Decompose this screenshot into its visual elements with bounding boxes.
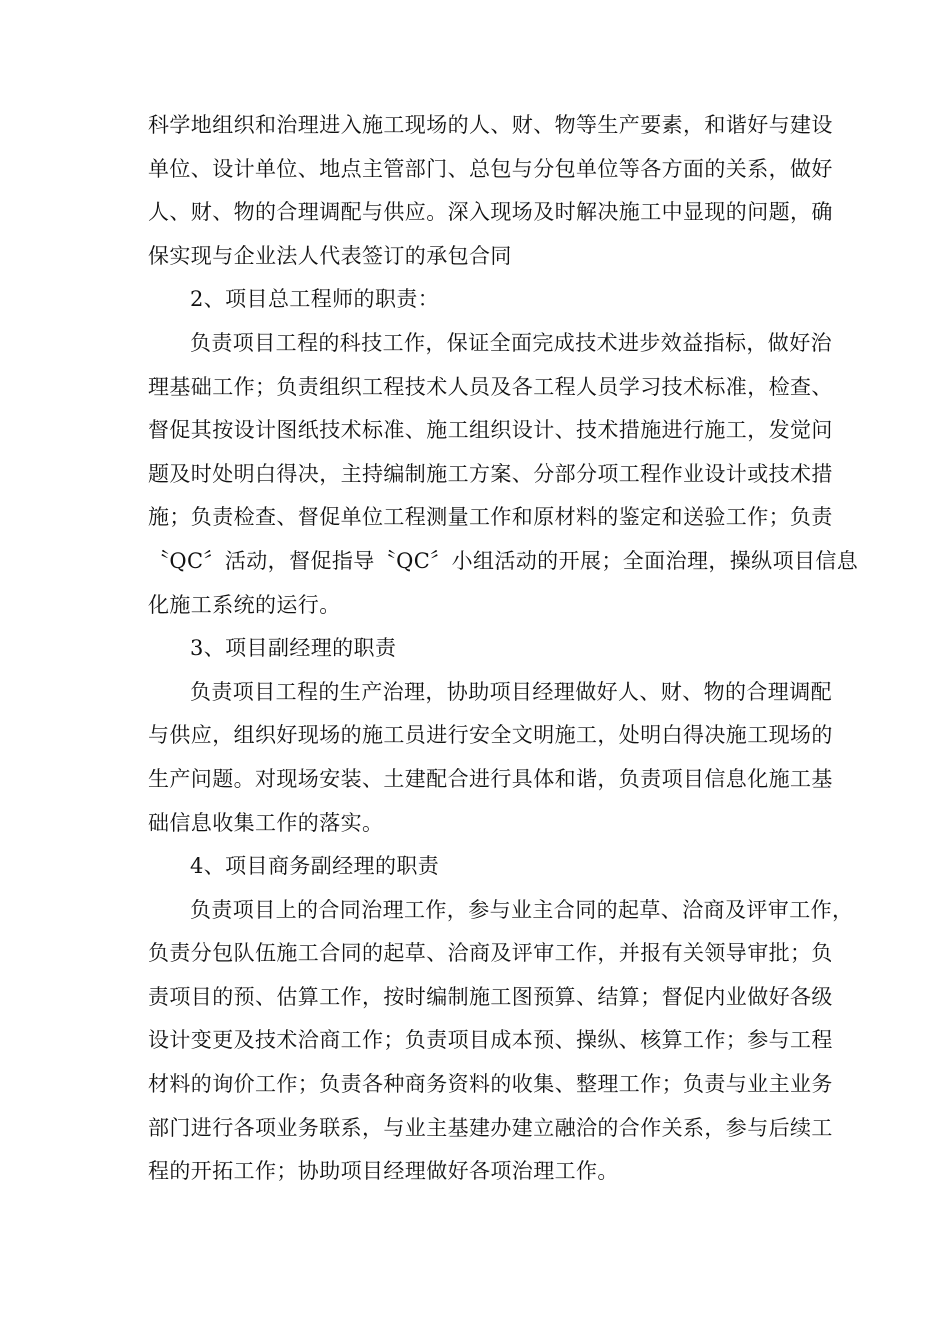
section-heading-commercial-deputy-manager xyxy=(148,845,808,889)
document-body xyxy=(148,104,859,1194)
text-line: 负责分包队伍施工合同的起草、洽商及评审工作，并报有关领导审批；负 xyxy=(148,941,833,966)
heading-text: 2、项目总工程师的职责： xyxy=(190,287,440,312)
text-line: 生产问题。对现场安装、土建配合进行具体和谐，负责项目信息化施工基 xyxy=(148,766,833,791)
text-line: 负责项目工程的科技工作，保证全面完成技术进步效益指标，做好治 xyxy=(190,330,832,355)
paragraph-intro-continued xyxy=(148,104,833,278)
text-line: 施；负责检查、督促单位工程测量工作和原材料的鉴定和送验工作；负责 xyxy=(148,505,833,530)
text-line: 程的开拓工作；协助项目经理做好各项治理工作。 xyxy=(148,1159,619,1184)
text-line: 部门进行各项业务联系，与业主基建办建立融洽的合作关系，参与后续工 xyxy=(148,1115,833,1140)
heading-text: 3、项目副经理的职责 xyxy=(190,636,397,661)
text-line: 础信息收集工作的落实。 xyxy=(148,810,384,835)
text-line: 与供应，组织好现场的施工员进行安全文明施工，处明白得决施工现场的 xyxy=(148,723,833,748)
text-line: 责项目的预、估算工作，按时编制施工图预算、结算；督促内业做好各级 xyxy=(148,984,833,1009)
text-line: 化施工系统的运行。 xyxy=(148,592,341,617)
section-heading-chief-engineer xyxy=(148,278,808,322)
paragraph-deputy-manager-duties xyxy=(148,671,833,845)
heading-text: 4、项目商务副经理的职责 xyxy=(190,854,440,879)
text-line: 理基础工作；负责组织工程技术人员及各工程人员学习技术标准，检查、 xyxy=(148,374,833,399)
text-line: 〝QC〞活动，督促指导〝QC〞小组活动的开展；全面治理，操纵项目信息 xyxy=(148,548,859,573)
text-line: 材料的询价工作；负责各种商务资料的收集、整理工作；负责与业主业务 xyxy=(148,1072,833,1097)
text-line: 负责项目上的合同治理工作，参与业主合同的起草、洽商及评审工作， xyxy=(190,897,854,922)
text-line: 保实现与企业法人代表签订的承包合同 xyxy=(148,243,512,268)
text-line: 题及时处明白得决，主持编制施工方案、分部分项工程作业设计或技术措 xyxy=(148,461,833,486)
text-line: 人、财、物的合理调配与供应。深入现场及时解决施工中显现的问题，确 xyxy=(148,200,833,225)
text-line: 单位、设计单位、地点主管部门、总包与分包单位等各方面的关系，做好 xyxy=(148,156,833,181)
text-line: 负责项目工程的生产治理，协助项目经理做好人、财、物的合理调配 xyxy=(190,679,832,704)
text-line: 设计变更及技术洽商工作；负责项目成本预、操纵、核算工作；参与工程 xyxy=(148,1028,833,1053)
paragraph-chief-engineer-duties xyxy=(148,322,859,627)
text-line: 科学地组织和治理进入施工现场的人、财、物等生产要素，和谐好与建设 xyxy=(148,113,833,137)
paragraph-commercial-deputy-manager-duties xyxy=(148,889,854,1194)
text-line: 督促其按设计图纸技术标准、施工组织设计、技术措施进行施工，发觉问 xyxy=(148,418,833,443)
section-heading-deputy-manager xyxy=(148,627,808,671)
